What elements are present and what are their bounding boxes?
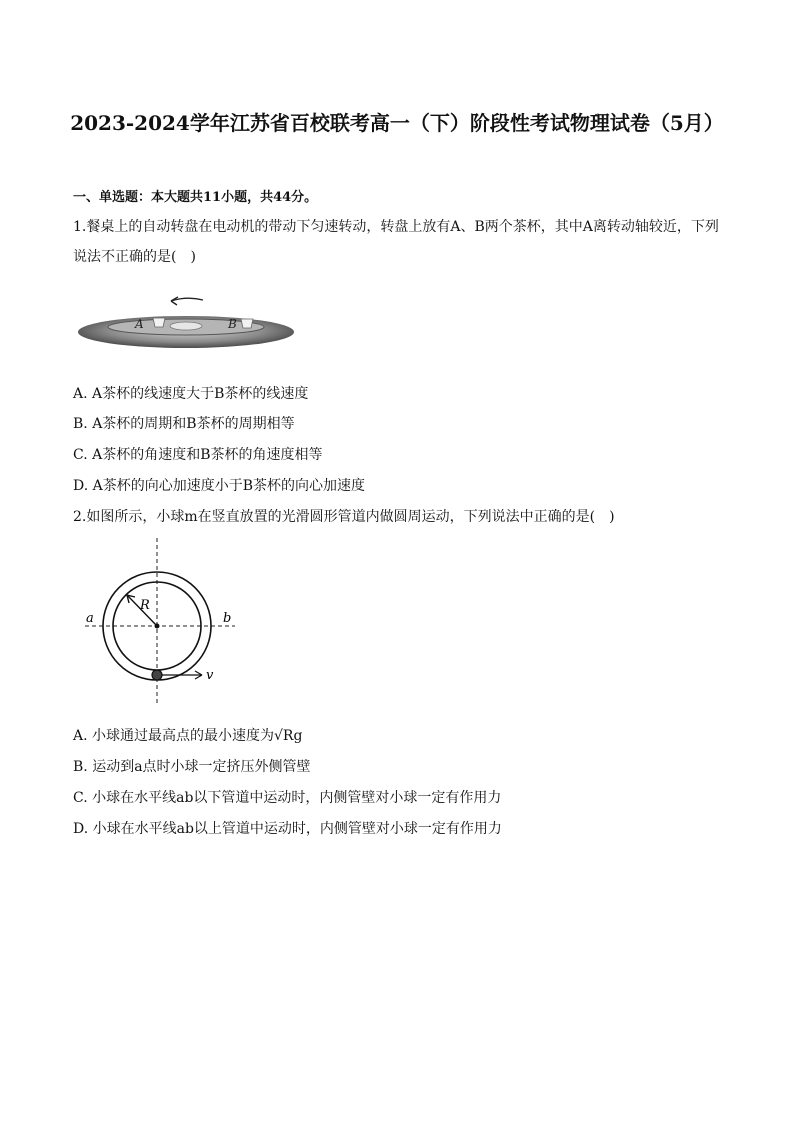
q2-option-b[interactable]: B. 运动到a点时小球一定挤压外侧管壁 bbox=[73, 759, 311, 775]
label-b-point: b bbox=[223, 611, 232, 626]
label-radius: R bbox=[140, 598, 150, 613]
label-velocity: v bbox=[206, 668, 214, 683]
turntable-figure bbox=[75, 290, 315, 370]
q1-option-d[interactable]: D. A茶杯的向心加速度小于B茶杯的向心加速度 bbox=[73, 478, 366, 494]
page-title: 2023-2024学年江苏省百校联考高一（下）阶段性考试物理试卷（5月） bbox=[70, 111, 724, 135]
ball-m bbox=[152, 670, 162, 680]
label-a-point: a bbox=[86, 611, 94, 626]
q2-option-d[interactable]: D. 小球在水平线ab以上管道中运动时，内侧管壁对小球一定有作用力 bbox=[73, 821, 502, 837]
question-2-stem: 2.如图所示，小球m在竖直放置的光滑圆形管道内做圆周运动，下列说法中正确的是( ) bbox=[73, 509, 615, 525]
question-1-stem: 1.餐桌上的自动转盘在电动机的带动下匀速转动，转盘上放有A、B两个茶杯，其中A离转动轴较近，下列说法不正确的是( ) bbox=[73, 219, 719, 265]
cup-b-icon bbox=[241, 319, 253, 328]
q1-option-c[interactable]: C. A茶杯的角速度和B茶杯的角速度相等 bbox=[73, 447, 323, 463]
label-a: A bbox=[135, 317, 144, 331]
q1-option-a[interactable]: A. A茶杯的线速度大于B茶杯的线速度 bbox=[73, 386, 309, 402]
q2-option-c[interactable]: C. 小球在水平线ab以下管道中运动时，内侧管壁对小球一定有作用力 bbox=[73, 790, 502, 806]
cup-a-icon bbox=[153, 318, 165, 327]
label-b: B bbox=[228, 317, 237, 331]
section-heading: 一、单选题：本大题共11小题，共44分。 bbox=[73, 190, 318, 205]
q2-option-a[interactable]: A. 小球通过最高点的最小速度为√Rg bbox=[73, 728, 303, 744]
q1-option-b[interactable]: B. A茶杯的周期和B茶杯的周期相等 bbox=[73, 416, 295, 432]
turntable-center bbox=[170, 322, 202, 330]
circular-tube-figure bbox=[80, 538, 260, 708]
